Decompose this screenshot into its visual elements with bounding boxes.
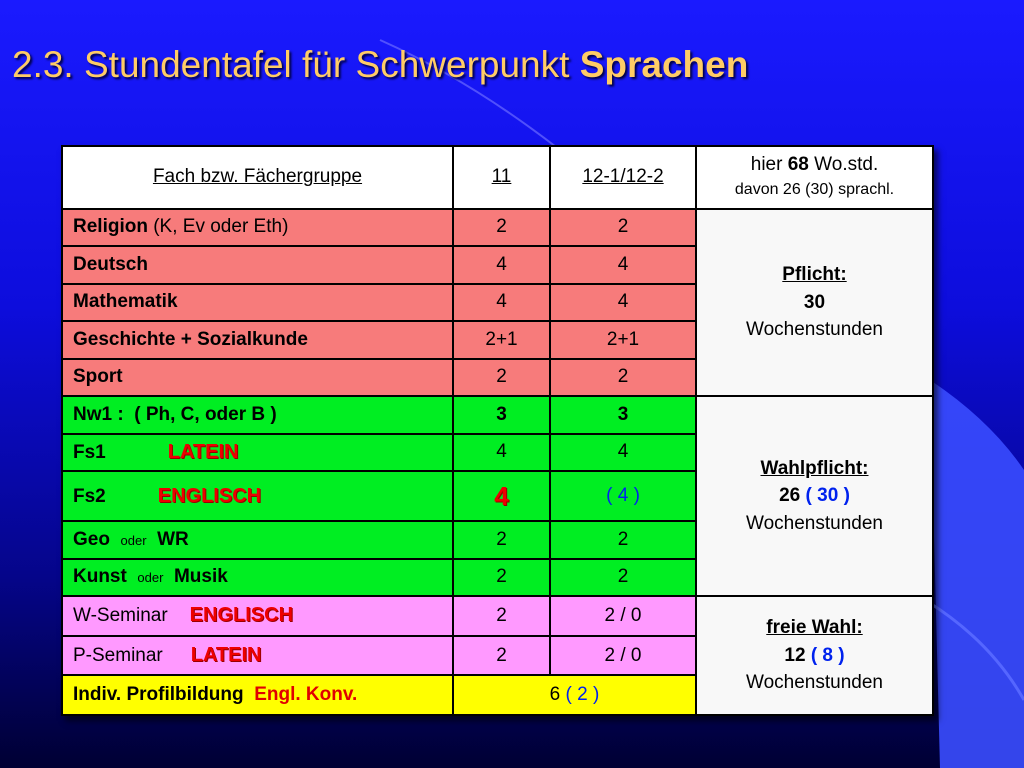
table-row <box>62 396 933 434</box>
kunst-11: 2 <box>453 559 550 597</box>
fs2-12: ( 4 ) <box>550 471 696 521</box>
group-freie-wahl: freie Wahl: 12 ( 8 ) Wochenstunden <box>696 596 933 715</box>
subject-w-seminar: W-Seminar ENGLISCH <box>62 596 453 636</box>
subject-kunst-musik: Kunst oder Musik <box>62 559 453 597</box>
kunst-12: 2 <box>550 559 696 597</box>
timetable <box>61 145 934 716</box>
subject-profilbildung: Indiv. Profilbildung Engl. Konv. <box>62 675 453 715</box>
geo-12: 2 <box>550 521 696 559</box>
geo-11: 2 <box>453 521 550 559</box>
profil-hours: 6 ( 2 ) <box>453 675 696 715</box>
group-pflicht: Pflicht: 30 Wochenstunden <box>696 209 933 397</box>
wseminar-11: 2 <box>453 596 550 636</box>
header-grade-12: 12-1/12-2 <box>550 146 696 209</box>
deutsch-11: 4 <box>453 246 550 284</box>
subject-sport: Sport <box>62 359 453 397</box>
nw1-11: 3 <box>453 396 550 434</box>
wseminar-12: 2 / 0 <box>550 596 696 636</box>
religion-11: 2 <box>453 209 550 247</box>
subject-p-seminar: P-Seminar LATEIN <box>62 636 453 676</box>
table-row <box>62 209 933 247</box>
fs1-11: 4 <box>453 434 550 472</box>
geschichte-11: 2+1 <box>453 321 550 359</box>
mathematik-12: 4 <box>550 284 696 322</box>
page-title: 2.3. Stundentafel für Schwerpunkt Sprachen <box>12 44 749 85</box>
sport-11: 2 <box>453 359 550 397</box>
nw1-12: 3 <box>550 396 696 434</box>
table-header-row <box>62 146 933 209</box>
pseminar-12: 2 / 0 <box>550 636 696 676</box>
subject-geschichte: Geschichte + Sozialkunde <box>62 321 453 359</box>
sport-12: 2 <box>550 359 696 397</box>
mathematik-11: 4 <box>453 284 550 322</box>
header-grade-11: 11 <box>453 146 550 209</box>
header-total: hier 68 Wo.std. davon 26 (30) sprachl. <box>696 146 933 209</box>
fs1-12: 4 <box>550 434 696 472</box>
group-wahlpflicht: Wahlpflicht: 26 ( 30 ) Wochenstunden <box>696 396 933 596</box>
subject-deutsch: Deutsch <box>62 246 453 284</box>
subject-nw1: Nw1 : ( Ph, C, oder B ) <box>62 396 453 434</box>
fs2-11: 4 <box>453 471 550 521</box>
page-title-emphasis: Sprachen <box>579 44 749 85</box>
subject-fs1: Fs1 LATEIN <box>62 434 453 472</box>
subject-religion: Religion (K, Ev oder Eth) <box>62 209 453 247</box>
subject-geo-wr: Geo oder WR <box>62 521 453 559</box>
subject-fs2: Fs2 ENGLISCH <box>62 471 453 521</box>
table-row <box>62 596 933 636</box>
header-subject: Fach bzw. Fächergruppe <box>62 146 453 209</box>
pseminar-11: 2 <box>453 636 550 676</box>
religion-12: 2 <box>550 209 696 247</box>
subject-mathematik: Mathematik <box>62 284 453 322</box>
geschichte-12: 2+1 <box>550 321 696 359</box>
deutsch-12: 4 <box>550 246 696 284</box>
